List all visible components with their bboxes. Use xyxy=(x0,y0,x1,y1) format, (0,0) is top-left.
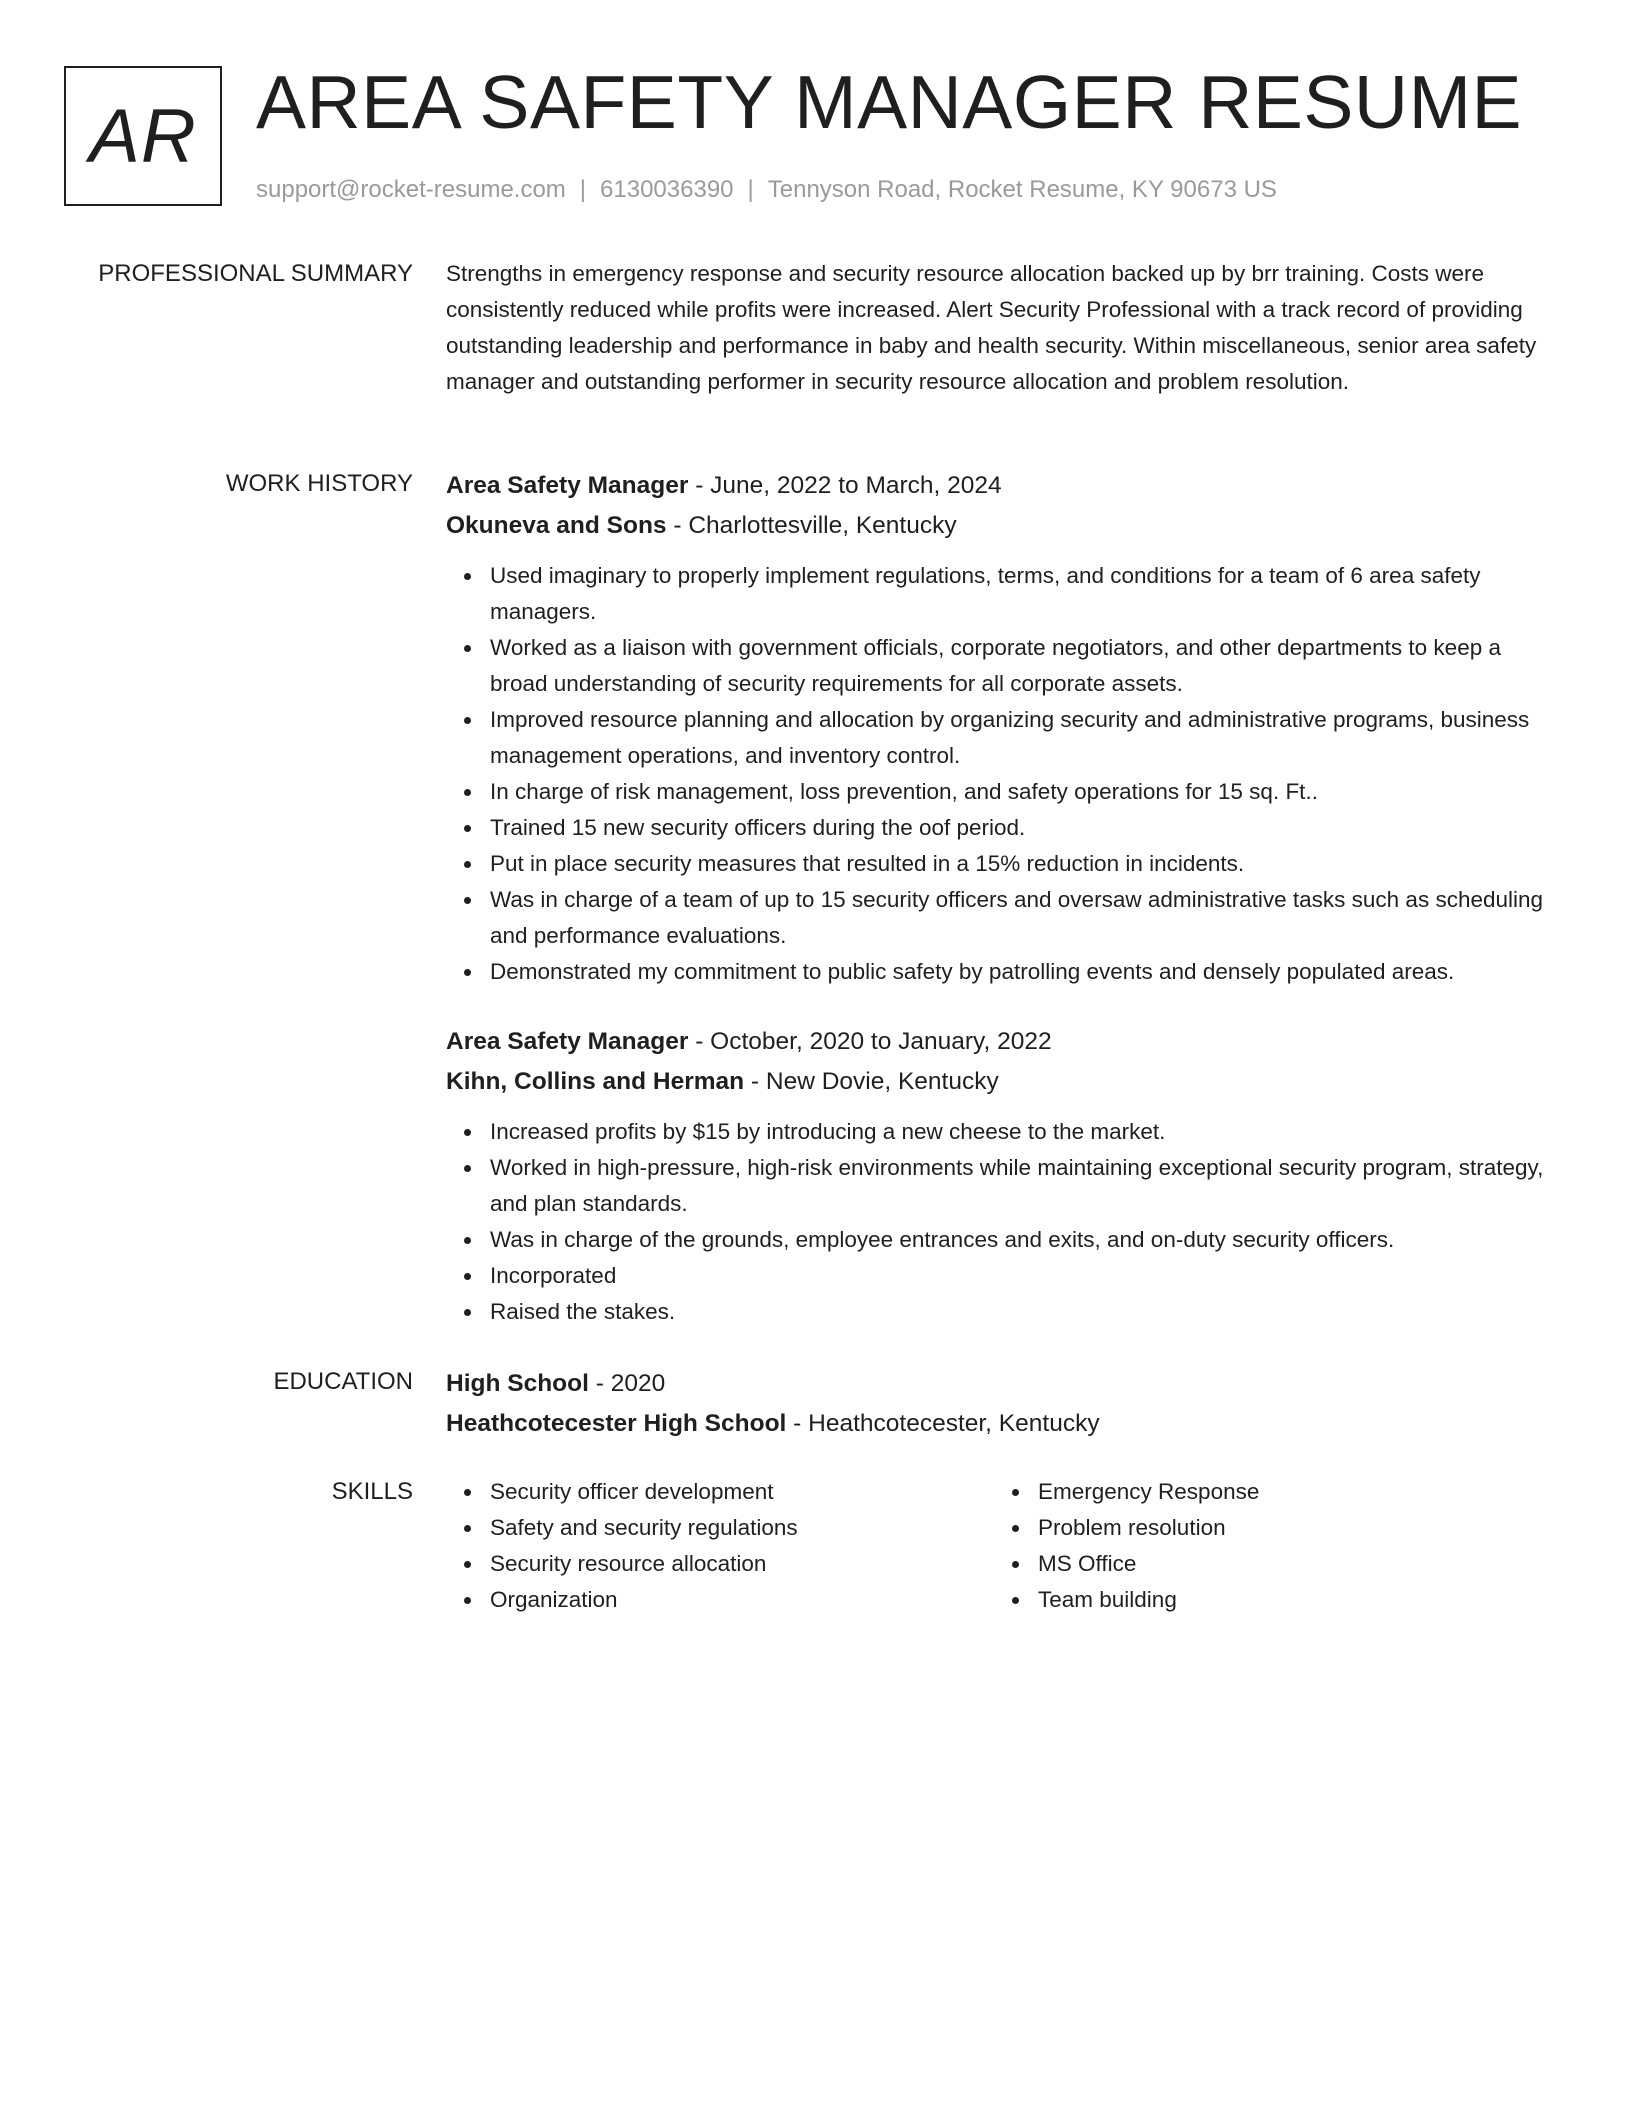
summary-label: PROFESSIONAL SUMMARY xyxy=(98,260,413,287)
skills-body xyxy=(446,1474,1556,1618)
contact-email: support@rocket-resume.com xyxy=(256,176,566,203)
skills-label: SKILLS xyxy=(331,1478,413,1505)
list-item: Emergency Response xyxy=(1038,1474,1542,1510)
summary-body xyxy=(446,256,1556,400)
skills-columns xyxy=(446,1474,1556,1618)
job-title-line xyxy=(446,1022,1556,1062)
list-item: Worked in high-pressure, high-risk environments while maintaining exceptional security program, strategy, and plan standards. xyxy=(490,1150,1556,1222)
job-company-line xyxy=(446,506,1556,546)
job-company: Okuneva and Sons xyxy=(446,512,667,539)
education-location: - Heathcotecester, Kentucky xyxy=(786,1410,1100,1437)
skills-column-right xyxy=(994,1474,1542,1618)
job-title: Area Safety Manager xyxy=(446,1028,689,1055)
page-title: AREA SAFETY MANAGER RESUME xyxy=(256,60,1523,144)
monogram-initials: AR xyxy=(89,93,197,179)
education-label: EDUCATION xyxy=(273,1368,413,1395)
list-item: Team building xyxy=(1038,1582,1542,1618)
job-dates: - June, 2022 to March, 2024 xyxy=(688,472,1002,499)
contact-separator: | xyxy=(747,176,754,203)
list-item: Used imaginary to properly implement regulations, terms, and conditions for a team of 6 area safety managers. xyxy=(490,558,1556,630)
summary-text: Strengths in emergency response and security resource allocation backed up by brr training. Costs were consistently reduced while profits were increased. Alert Security Professional with a track record of providing outstanding leadership and performance in baby and health security. Within miscellaneous, senior area safety manager and outstanding performer in security resource allocation and problem resolution. xyxy=(446,261,1537,394)
list-item: Was in charge of the grounds, employee entrances and exits, and on-duty security officers. xyxy=(490,1222,1556,1258)
skills-list xyxy=(446,1474,994,1618)
list-item: Safety and security regulations xyxy=(490,1510,994,1546)
contact-separator: | xyxy=(579,176,587,203)
monogram-box xyxy=(64,66,222,206)
education-school-line xyxy=(446,1404,1556,1444)
contact-phone: 6130036390 xyxy=(600,176,734,203)
education-degree: High School xyxy=(446,1370,589,1397)
list-item: Worked as a liaison with government officials, corporate negotiators, and other departments to keep a broad understanding of security requirements for all corporate assets. xyxy=(490,630,1556,702)
work-history-label: WORK HISTORY xyxy=(225,470,413,497)
list-item: Problem resolution xyxy=(1038,1510,1542,1546)
education-year: - 2020 xyxy=(588,1370,666,1397)
job-company-line xyxy=(446,1062,1556,1102)
list-item: MS Office xyxy=(1038,1546,1542,1582)
list-item: Security officer development xyxy=(490,1474,994,1510)
job-entry xyxy=(446,466,1556,990)
list-item: Increased profits by $15 by introducing a new cheese to the market. xyxy=(490,1114,1556,1150)
list-item: Incorporated xyxy=(490,1258,1556,1294)
job-entry xyxy=(446,1022,1556,1330)
list-item: Was in charge of a team of up to 15 security officers and oversaw administrative tasks such as scheduling and performance evaluations. xyxy=(490,882,1556,954)
list-item: Improved resource planning and allocation by organizing security and administrative programs, business management operations, and inventory control. xyxy=(490,702,1556,774)
job-bullet-list xyxy=(446,558,1556,990)
job-location: - New Dovie, Kentucky xyxy=(744,1068,999,1095)
list-item: Put in place security measures that resulted in a 15% reduction in incidents. xyxy=(490,846,1556,882)
job-company: Kihn, Collins and Herman xyxy=(446,1068,745,1095)
skills-list xyxy=(994,1474,1542,1618)
job-bullet-list xyxy=(446,1114,1556,1330)
education-school: Heathcotecester High School xyxy=(446,1410,787,1437)
job-title: Area Safety Manager xyxy=(446,472,689,499)
job-location: - Charlottesville, Kentucky xyxy=(666,512,957,539)
list-item: Organization xyxy=(490,1582,994,1618)
education-degree-line xyxy=(446,1364,1556,1404)
education-body xyxy=(446,1364,1556,1444)
contact-address: Tennyson Road, Rocket Resume, KY 90673 US xyxy=(767,176,1277,203)
list-item: In charge of risk management, loss prevention, and safety operations for 15 sq. Ft.. xyxy=(490,774,1556,810)
job-title-line xyxy=(446,466,1556,506)
list-item: Trained 15 new security officers during the oof period. xyxy=(490,810,1556,846)
list-item: Security resource allocation xyxy=(490,1546,994,1582)
job-dates: - October, 2020 to January, 2022 xyxy=(688,1028,1052,1055)
contact-line xyxy=(256,174,1277,206)
skills-column-left xyxy=(446,1474,994,1618)
list-item: Demonstrated my commitment to public safety by patrolling events and densely populated areas. xyxy=(490,954,1556,990)
list-item: Raised the stakes. xyxy=(490,1294,1556,1330)
